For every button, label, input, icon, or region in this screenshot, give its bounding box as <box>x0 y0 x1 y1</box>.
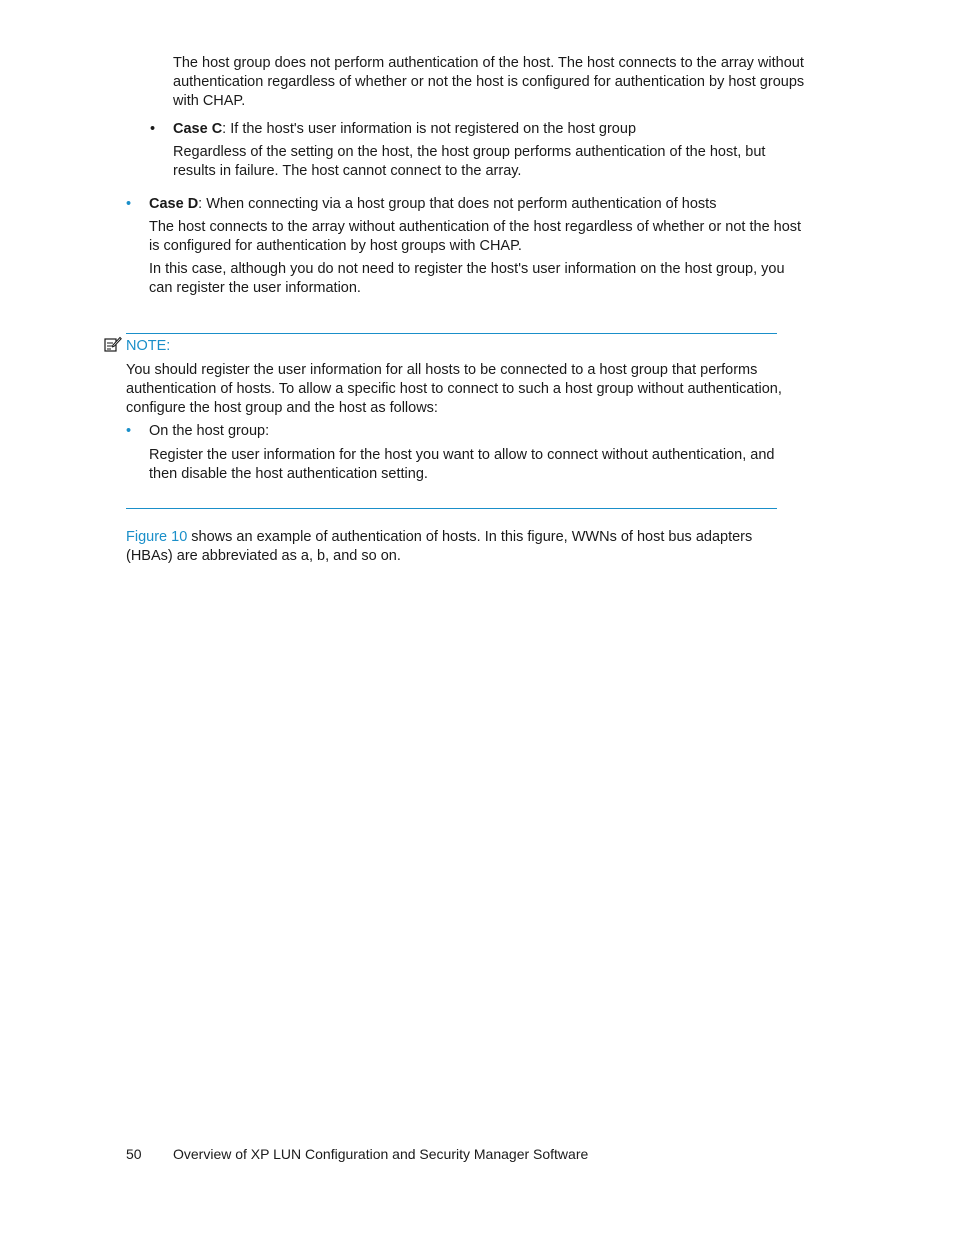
note-title: NOTE: <box>126 338 171 354</box>
page-number: 50 <box>126 1146 142 1162</box>
case-c-heading-text: : If the host's user information is not registered on the host group <box>222 121 637 137</box>
note-pencil-icon <box>104 336 122 352</box>
figure-reference-paragraph <box>126 528 796 566</box>
case-d-label: Case D <box>149 196 199 212</box>
figure-reference-text: shows an example of authentication of hosts. In this figure, WWNs of host bus adapters (HBAs) are abbreviated as a, b, and so on. <box>126 529 753 564</box>
case-b-continuation-paragraph: The host group does not perform authentication of the host. The host connects to the array without authentication regardless of whether or not the host is configured for authentication by host groups with CHAP. <box>173 55 805 109</box>
note-item-text: On the host group: <box>149 423 270 439</box>
case-c-heading <box>173 120 813 139</box>
note-bottom-rule <box>126 508 777 509</box>
case-d-heading-text: : When connecting via a host group that does not perform authentication of hosts <box>198 196 717 212</box>
case-c-label: Case C <box>173 121 223 137</box>
bullet: • <box>126 423 132 439</box>
footer-title: Overview of XP LUN Configuration and Security Manager Software <box>173 1146 589 1162</box>
note-top-rule <box>126 333 777 334</box>
figure-10-link[interactable]: Figure 10 <box>126 529 188 545</box>
note-body: You should register the user information for all hosts to be connected to a host group that performs authentication of hosts. To allow a specific host to connect to such a host group without authentication, configure the host group and the host as follows: <box>126 362 782 416</box>
case-d-body-1: The host connects to the array without authentication of the host regardless of whether or not the host is configured for authentication by host groups with CHAP. <box>149 219 802 254</box>
case-d-body-2: In this case, although you do not need to register the host's user information on the host group, you can register the user information. <box>149 261 785 296</box>
note-item-body: Register the user information for the host you want to allow to connect without authentication, and then disable the host authentication setting. <box>149 447 775 482</box>
bullet: • <box>150 121 156 137</box>
bullet: • <box>126 196 132 212</box>
case-d-heading <box>149 195 809 214</box>
case-c-body: Regardless of the setting on the host, the host group performs authentication of the host, but results in failure. The host cannot connect to the array. <box>173 144 766 179</box>
